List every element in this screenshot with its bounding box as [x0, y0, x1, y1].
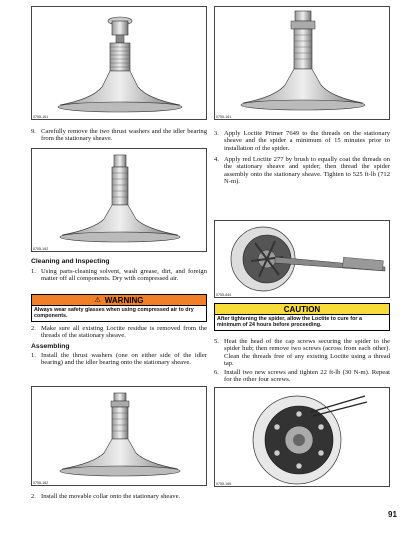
cleaning-heading: Cleaning and Inspecting: [31, 258, 110, 265]
figure-torque-wrench: [214, 220, 390, 298]
figure-code: 0755-644: [216, 293, 232, 297]
cleaning-step-2: 2. Make sure all existing Loctite residue is removed from the threads of the stationary sheave.: [31, 325, 207, 340]
assembling-step-2: 2. Install the movable collar onto the stationary sheave.: [31, 493, 181, 500]
figure-spider-screws: [214, 387, 390, 487]
warning-box: [31, 294, 207, 322]
figure-thrust-washers: [31, 386, 207, 486]
figure-code: 0755-165: [216, 482, 232, 486]
figure-code: 0755-161: [216, 115, 232, 119]
figure-code: 0755-162: [33, 247, 49, 251]
spider-screws-illustration: [215, 388, 390, 487]
page-number: 91: [388, 510, 397, 519]
figure-code: 0755-162: [33, 481, 49, 485]
warning-title: ⚠ WARNING: [32, 295, 206, 306]
assembling-heading: Assembling: [31, 343, 70, 350]
caution-title: CAUTION: [215, 304, 389, 315]
step-5: 5. Heat the head of the cap screws securing the spider to the spider hub; then remove two screws (across from each other). Clean the threads free of any existing Loctite using a thread tap.: [214, 338, 390, 368]
step-9: 9. Carefully remove the two thrust washers and the idler bearing from the stationary sheave.: [31, 128, 207, 143]
caution-body: After tightening the spider, allow the Loctite to cure for a minimum of 24 hours before proceeding.: [217, 316, 362, 329]
sheave-illustration: [32, 7, 207, 120]
caution-box: [214, 303, 390, 331]
figure-sheave-spider: [214, 6, 390, 120]
sheave-illustration: [32, 387, 207, 486]
step-6: 6. Install two new screws and tighten 22 ft-lb (30 N-m). Repeat for the other four screws.: [214, 369, 390, 384]
figure-stationary-sheave: [31, 148, 207, 252]
sheave-illustration: [215, 7, 390, 120]
assembling-step-1: 1. Install the thrust washers (one on either side of the idler bearing) and the idler bearing onto the stationary sheave.: [31, 352, 207, 367]
figure-code: 0755-161: [33, 115, 49, 119]
warning-triangle-icon: ⚠: [94, 297, 101, 304]
sheave-illustration: [32, 149, 207, 252]
warning-body: Always wear safety glasses when using compressed air to dry components.: [34, 307, 194, 320]
cleaning-step-1: 1. Using parts-cleaning solvent, wash grease, dirt, and foreign matter off all components. Dry with compressed air.: [31, 268, 207, 283]
torque-wrench-illustration: [215, 221, 390, 298]
step-4: 4. Apply red Loctite 277 by brush to equally coat the threads on the stationary sheave and spider; then thread the spider assembly onto the stationary sheave. Tighten to 525 ft-lb (712 N-m).: [214, 156, 390, 186]
step-3: 3. Apply Loctite Primer 7649 to the threads on the stationary sheave and the spider a minimum of 15 minutes prior to installation of the spider.: [214, 130, 390, 152]
figure-sheave-assembly: [31, 6, 207, 120]
